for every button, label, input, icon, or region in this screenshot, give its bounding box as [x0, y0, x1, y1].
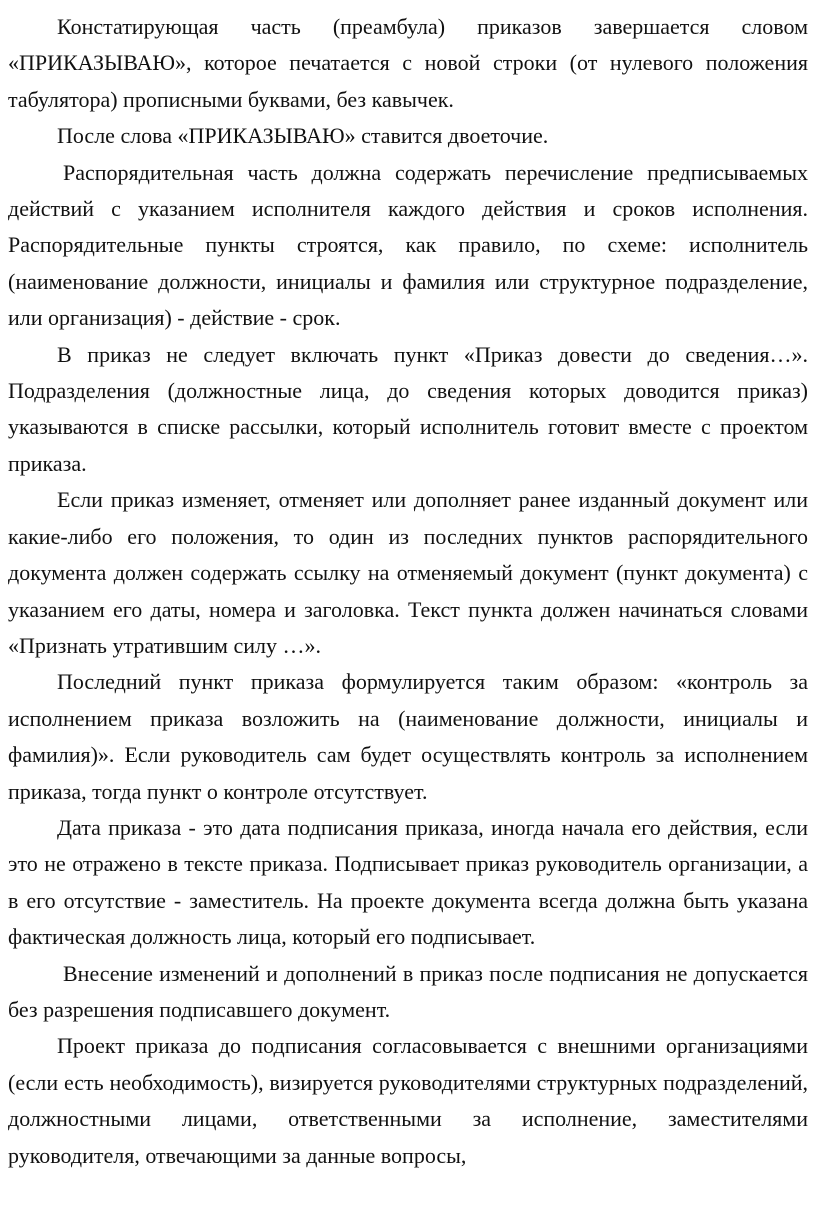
paragraph-order-date: Дата приказа - это дата подписания приказа, иногда начала его действия, если это не отражено в тексте приказа. Подписывает приказ руководитель организации, а в его отсутствие - заместитель. На проекте документа всегда должна быть указана фактическая должность лица, который его подписывает.: [8, 814, 808, 950]
paragraph-approval: Проект приказа до подписания согласовывается с внешними организациями (если есть необходимость), визируется руководителями структурных подразделений, должностными лицами, ответственными за исполнение, заместителями руководителя, отвечающими за данные вопросы,: [8, 1033, 808, 1168]
paragraph-control-clause: Последний пункт приказа формулируется таким образом: «контроль за исполнением приказа возложить на (наименование должности, инициалы и фамилия)». Если руководитель сам будет осуществлять контроль за исполнением приказа, тогда пункт о контроле отсутствует.: [8, 669, 808, 804]
paragraph-preamble: Констатирующая часть (преамбула) приказов завершается словом «ПРИКАЗЫВАЮ», которое печатается с новой строки (от нулевого положения табулятора) прописными буквами, без кавычек.: [8, 14, 808, 112]
paragraph-notification-rule: В приказ не следует включать пункт «Приказ довести до сведения…». Подразделения (должностные лица, до сведения которых доводится приказ) указываются в списке рассылки, который исполнитель готовит вместе с проектом приказа.: [8, 341, 808, 476]
paragraph-revocation-rule: Если приказ изменяет, отменяет или дополняет ранее изданный документ или какие-либо его положения, то один из последних пунктов распорядительного документа должен содержать ссылку на отменяемый документ (пункт документа) с указанием его даты, номера и заголовка. Текст пункта должен начинаться словами «Признать утратившим силу …».: [8, 487, 808, 658]
paragraph-colon-rule: После слова «ПРИКАЗЫВАЮ» ставится двоеточие.: [57, 123, 549, 149]
paragraph-amendments: Внесение изменений и дополнений в приказ после подписания не допускается без разрешения подписавшего документ.: [8, 960, 808, 1022]
paragraph-directive-part: Распорядительная часть должна содержать перечисление предписываемых действий с указанием исполнителя каждого действия и сроков исполнения. Распорядительные пункты строятся, как правило, по схеме: исполнитель (наименование должности, инициалы и фамилия или структурное подразделение, или организация) - действие - срок.: [8, 159, 808, 331]
